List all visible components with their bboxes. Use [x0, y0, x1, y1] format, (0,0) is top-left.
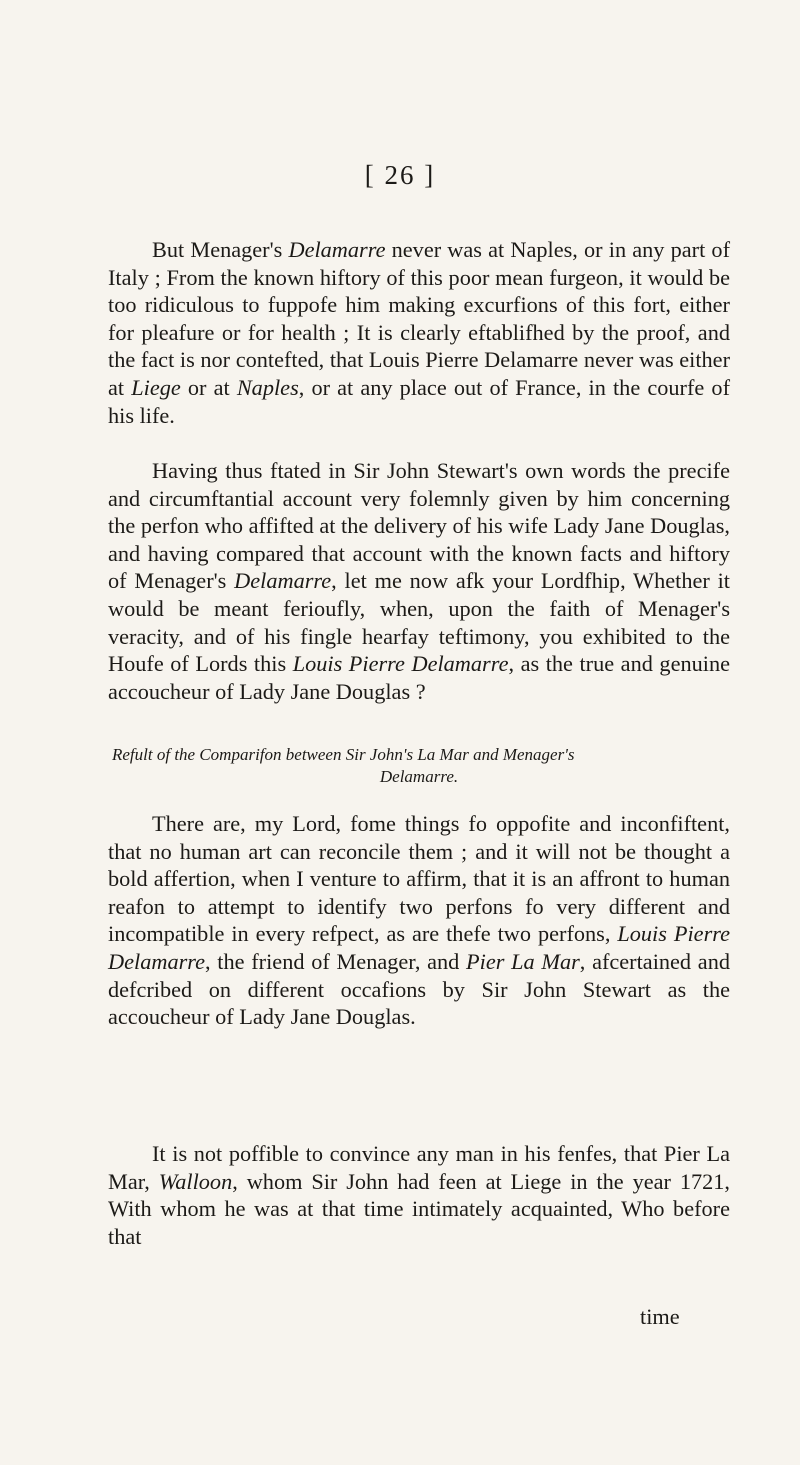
p2-name-louis-pierre-delamarre: Louis Pierre Delamarre: [292, 651, 509, 677]
p1-text-e: or at: [180, 374, 237, 400]
p2-text-e: , as the true and genuine accoucheur of Lady Jane Douglas ?: [108, 651, 730, 704]
p3-text-c: , the friend of Menager, and: [205, 948, 467, 974]
p4-text-c: , whom Sir John had feen at Liege in the year 1721, With whom he was at that time intimately acquainted, Who before that: [108, 1168, 730, 1249]
p2-text-c: , let me now afk your Lordfhip, Whether it would be meant ferioufly, when, upon the faith of Menager's veracity, and of his fingle hearfay teftimony, you exhibited to the Houfe of Lords this: [108, 568, 730, 677]
p3-name-pier-la-mar: Pier La Mar: [466, 948, 580, 974]
paragraph-3: [108, 810, 730, 1031]
p1-text-g: , or at any place out of France, in the courfe of his life.: [108, 374, 730, 428]
section-heading-line-1: Refult of the Comparifon between Sir John's La Mar and Menager's: [112, 745, 575, 764]
catchword: time: [640, 1304, 680, 1329]
paragraph-4: [108, 1140, 730, 1250]
p2-name-delamarre: Delamarre: [234, 568, 332, 594]
p2-text-a: Having thus ftated in Sir John Stewart's own words the precife and circumftantial account very folemnly given by him concerning the perfon who affifted at the delivery of his wife Lady Jane Douglas, and having compared that account with the known facts and hiftory of Menager's: [108, 458, 730, 594]
section-heading: [108, 744, 730, 788]
p1-text-a: But Menager's: [152, 237, 289, 262]
p1-place-naples: Naples: [236, 374, 299, 400]
page-number: [ 26 ]: [364, 160, 436, 190]
p3-text-a: There are, my Lord, fome things fo oppofite and inconfiftent, that no human art can reconcile them ; and it will not be thought a bold affertion, when I venture to affirm, that it is an affront to human reafon to attempt to identify two perfons fo very different and incompatible in every refpect, as are thefe two perfons,: [108, 811, 730, 947]
p1-text-c: never was at Naples, or in any part of Italy ; From the known hiftory of this poor mean furgeon, it would be too ridiculous to fuppofe him making excurfions of this fort, either for pleafure or for health ; It is clearly eftablifhed by the proof, and the fact is nor contefted, that Louis Pierre Delamarre never was either at: [108, 237, 731, 400]
p4-walloon: Walloon: [158, 1168, 233, 1194]
section-heading-line-2: Delamarre.: [379, 767, 459, 786]
p1-name-delamarre: Delamarre: [288, 237, 386, 262]
p3-name-louis-pierre-delamarre: Louis Pierre Delamarre: [108, 921, 730, 974]
paragraph-1: [108, 236, 730, 429]
p4-text-a: It is not poffible to convince any man in his fenfes, that Pier La Mar,: [108, 1141, 730, 1194]
p3-text-e: , afcertained and defcribed on different occafions by Sir John Stewart as the accoucheur of Lady Jane Douglas.: [108, 948, 730, 1030]
p1-place-liege: Liege: [131, 374, 181, 400]
paragraph-2: [108, 457, 730, 705]
